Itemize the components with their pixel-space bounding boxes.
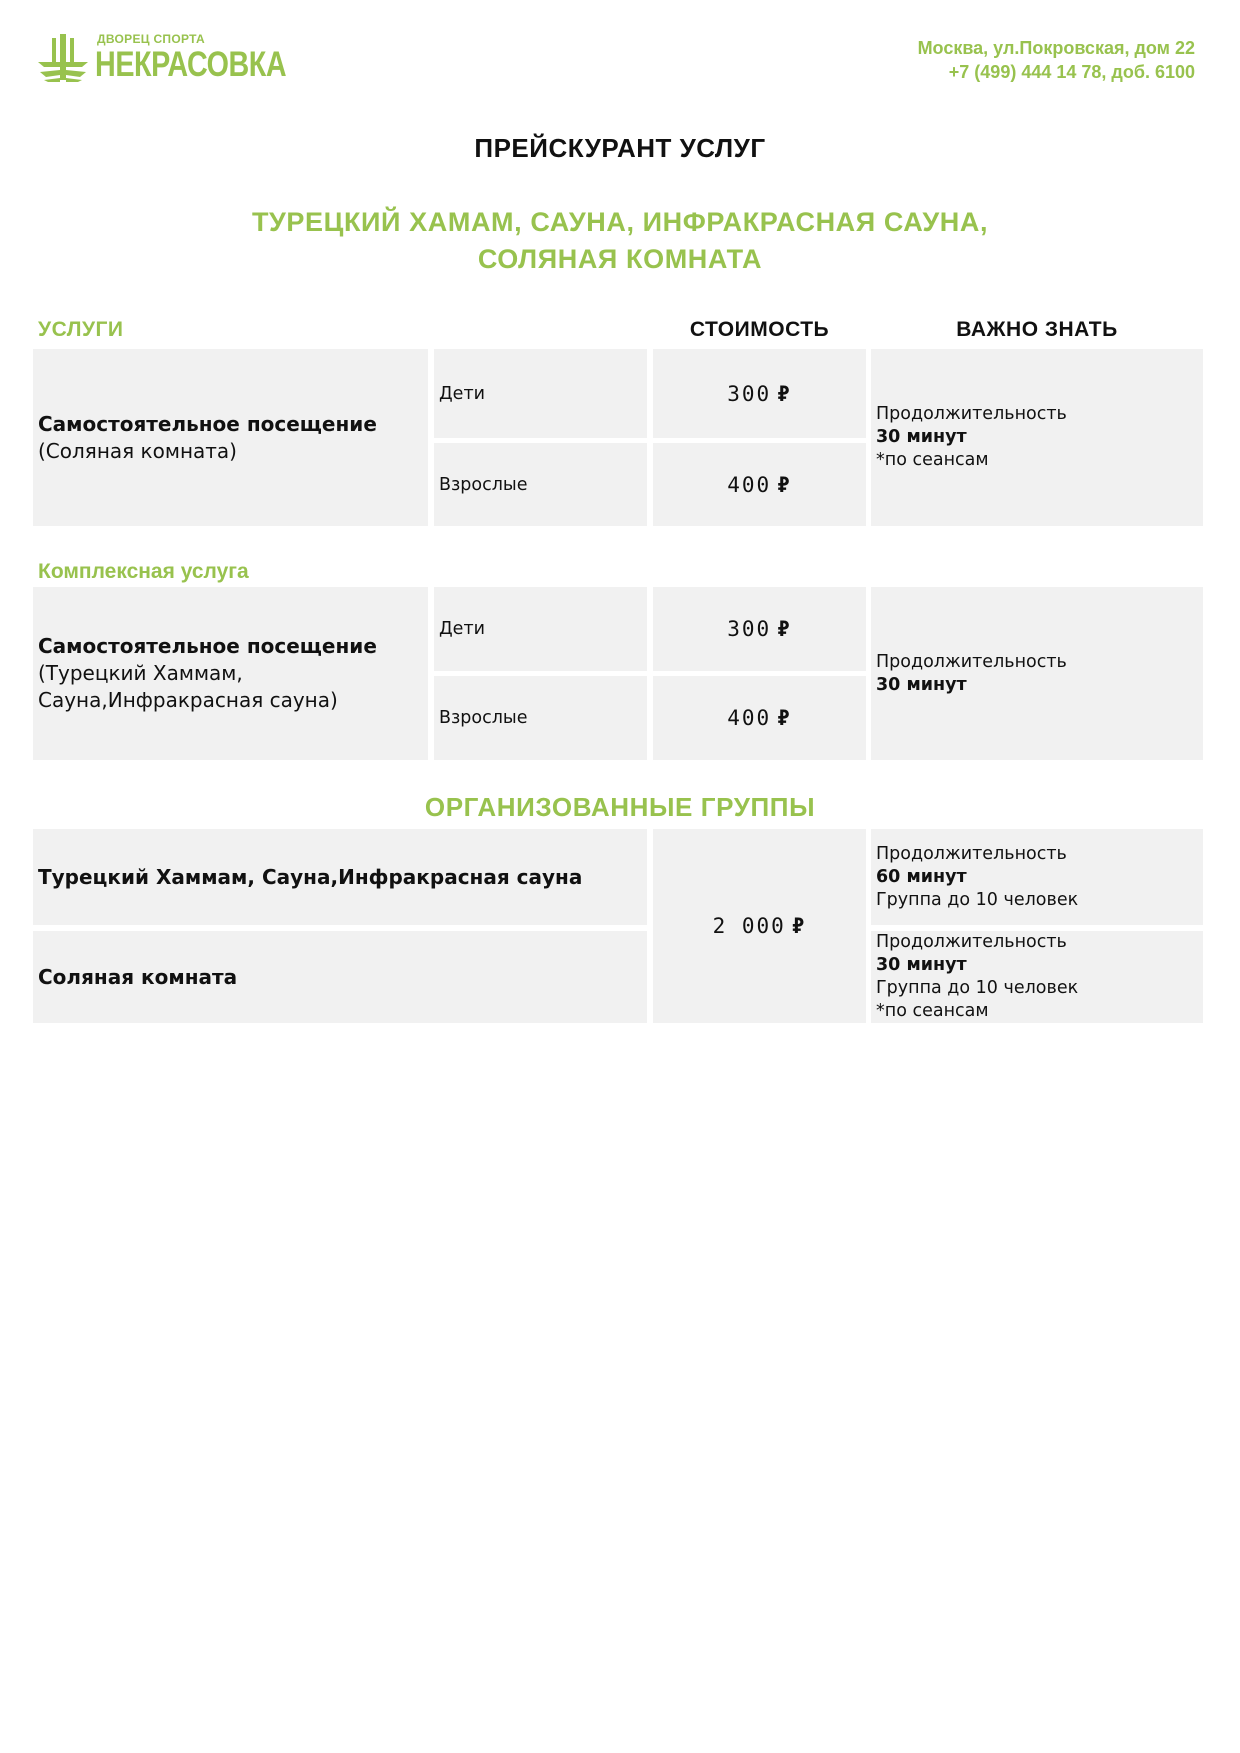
block2-row-adults-label: Взрослые [434, 676, 647, 760]
info-note: *по сеансам [876, 450, 989, 470]
info-group-size: Группа до 10 человек [876, 978, 1079, 998]
info-line: Продолжительность [876, 404, 1067, 424]
ruble-icon: ₽ [777, 617, 792, 641]
price-value: 400 [727, 706, 772, 730]
page-title: ПРЕЙСКУРАНТ УСЛУГ [474, 133, 766, 163]
groups-title: ОРГАНИЗОВАННЫЕ ГРУППЫ [424, 792, 816, 822]
info-duration: 30 минут [876, 427, 967, 447]
groups-price [653, 829, 866, 1023]
group-row-hammam-info [871, 829, 1203, 925]
info-duration: 60 минут [876, 866, 967, 887]
block2-price-adults [653, 676, 866, 760]
block1-service-title: Самостоятельное посещение [38, 411, 377, 436]
contact-info [918, 36, 1195, 84]
logo-title: НЕКРАСОВКА [95, 45, 287, 84]
group-row-hammam-service [33, 829, 647, 925]
group-row-salt-service [33, 931, 647, 1023]
group-service-name: Соляная комната [38, 964, 238, 989]
block1-price-adults [653, 443, 866, 526]
info-line: Продолжительность [876, 932, 1067, 952]
ruble-icon: ₽ [791, 914, 807, 938]
block1-info [871, 349, 1203, 526]
page-subtitle [0, 204, 1240, 278]
info-line: Продолжительность [876, 843, 1067, 864]
price-value: 2 000 [712, 914, 786, 938]
block1-price-children [653, 349, 866, 438]
block1-row-children-label: Дети [434, 349, 647, 438]
logo [38, 32, 287, 87]
price-value: 300 [727, 617, 772, 641]
header-important: ВАЖНО ЗНАТЬ [956, 318, 1118, 341]
group-row-salt-info [871, 931, 1203, 1023]
ruble-icon: ₽ [777, 472, 792, 497]
block1-row-adults-label: Взрослые [434, 443, 647, 526]
contact-phone: +7 (499) 444 14 78, доб. 6100 [948, 62, 1195, 82]
complex-service-label: Комплексная услуга [38, 560, 249, 583]
block2-service-note: (Турецкий Хаммам, Сауна,Инфракрасная сауна) [38, 661, 338, 712]
ruble-icon: ₽ [777, 706, 792, 730]
block2-row-children-label: Дети [434, 587, 647, 671]
block2-service [33, 587, 428, 760]
subtitle-line-1: ТУРЕЦКИЙ ХАМАМ, САУНА, ИНФРАКРАСНАЯ САУНА, [251, 207, 989, 237]
header-cost: СТОИМОСТЬ [689, 318, 830, 341]
info-duration: 30 минут [876, 674, 967, 695]
info-note: *по сеансам [876, 1001, 989, 1021]
block1-service [33, 349, 428, 526]
header-services: УСЛУГИ [38, 318, 124, 341]
contact-address: Москва, ул.Покровская, дом 22 [917, 38, 1195, 58]
info-line: Продолжительность [876, 651, 1067, 672]
price-value: 300 [727, 381, 772, 406]
info-group-size: Группа до 10 человек [876, 889, 1079, 910]
block2-service-title: Самостоятельное посещение [38, 634, 377, 658]
subtitle-line-2: СОЛЯНАЯ КОМНАТА [477, 244, 763, 274]
info-duration: 30 минут [876, 955, 967, 975]
ruble-icon: ₽ [777, 381, 792, 406]
block2-info [871, 587, 1203, 760]
block2-price-children [653, 587, 866, 671]
group-service-name: Турецкий Хаммам, Сауна,Инфракрасная сауна [38, 864, 583, 889]
price-value: 400 [727, 472, 772, 497]
block1-service-note: (Соляная комната) [38, 438, 237, 463]
logo-subtitle: ДВОРЕЦ СПОРТА [97, 32, 205, 46]
logo-mark-icon [38, 32, 88, 82]
